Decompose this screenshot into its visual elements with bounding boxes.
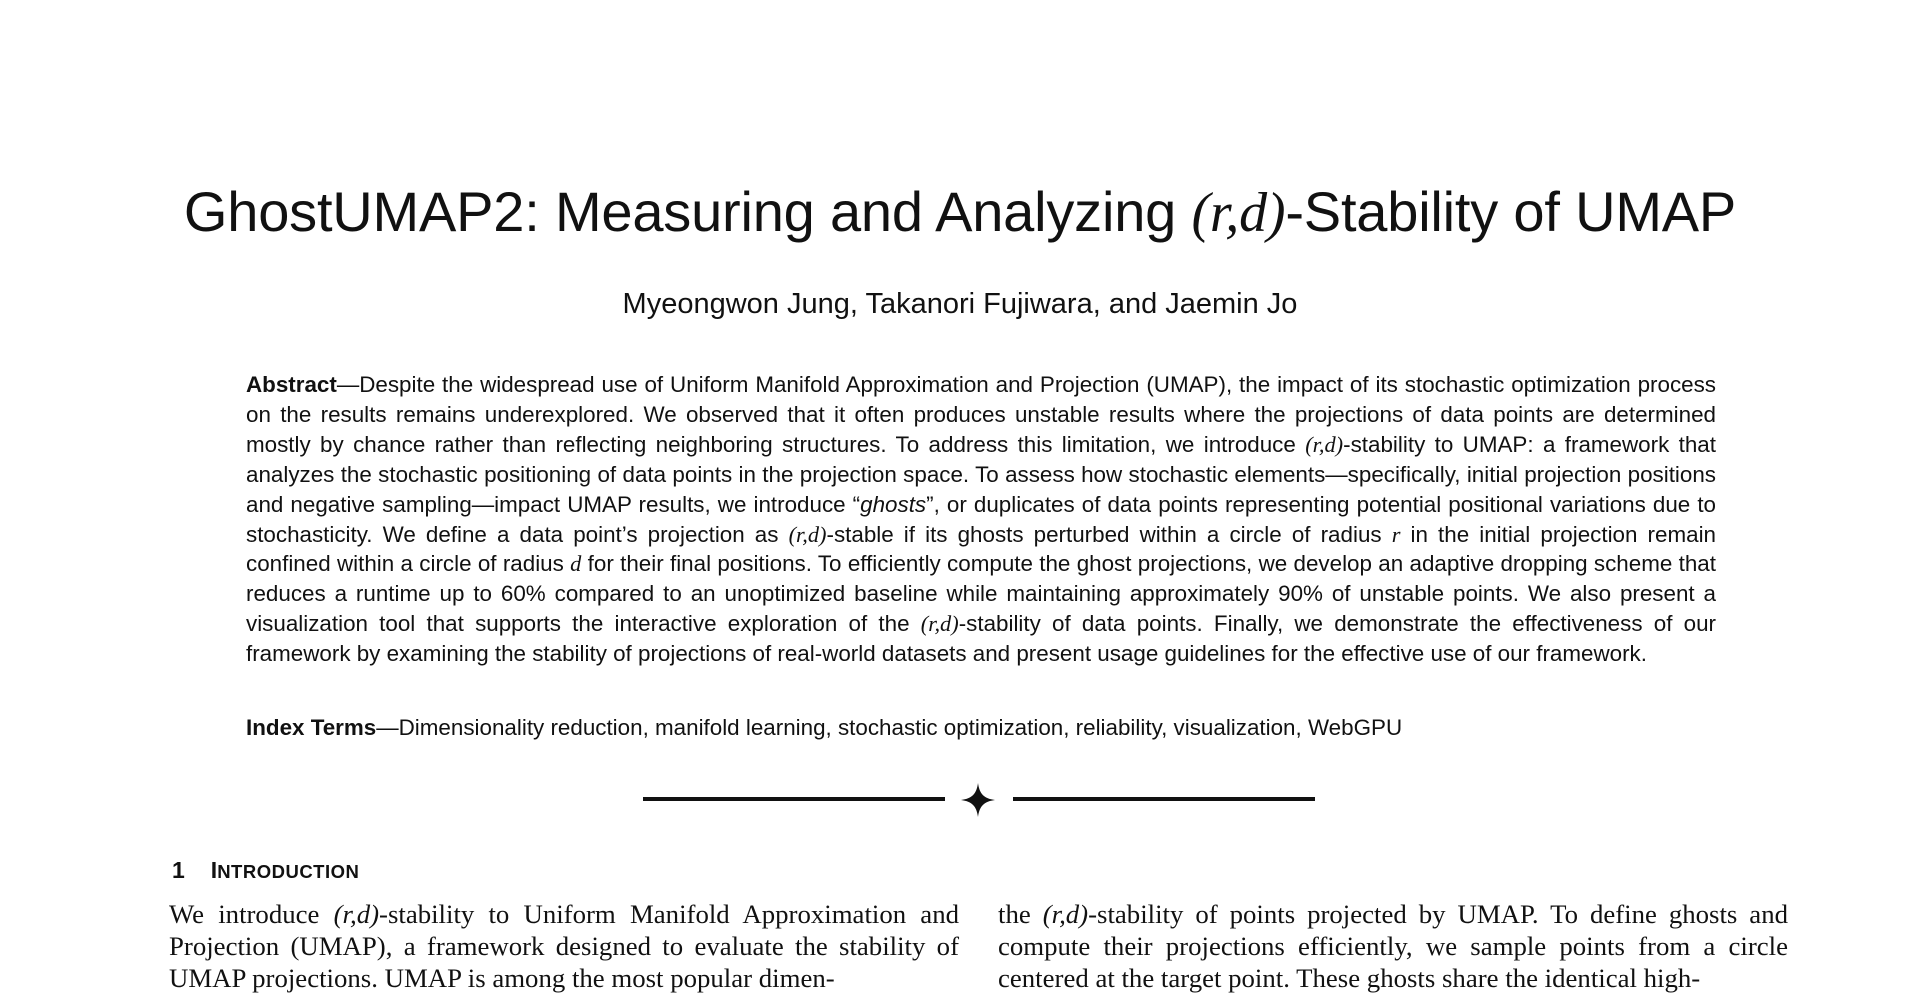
section-number: 1 (172, 857, 185, 883)
abstract-math-d: d (570, 551, 582, 577)
abstract (246, 370, 1716, 669)
abstract-text-7: -stability of data points. Finally, we demonstrate the effectiveness of our framework by examining the stability of projections of real-world datasets and present usage guidelines for the effective use of our framework. (246, 611, 1716, 667)
abstract-text-1: —Despite the widespread use of Uniform Manifold Approximation and Projection (UMAP), the impact of its stochastic optimization process on the results remains underexplored. We observed that it often produces unstable results where the projections of data points are determined mostly by chance rather than reflecting neighboring structures. To address this limitation, we introduce (246, 372, 1716, 457)
index-terms-text: —Dimensionality reduction, manifold learning, stochastic optimization, reliability, visualization, WebGPU (376, 715, 1403, 740)
paper-title (0, 178, 1920, 247)
intro-right-math: (r,d) (1042, 899, 1089, 929)
section-title-initial: I (210, 857, 218, 883)
index-terms-label: Index Terms (246, 715, 377, 740)
index-terms (246, 713, 1716, 743)
intro-left-math: (r,d) (333, 899, 380, 929)
diamond-star-icon (960, 782, 996, 818)
abstract-math-1: (r,d) (1305, 431, 1344, 457)
author-list: Myeongwon Jung, Takanori Fujiwara, and Jaemin Jo (622, 288, 1298, 320)
title-math-rd: (r,d) (1191, 182, 1286, 244)
abstract-text-5: in the initial projection remain confined within a circle of radius (246, 521, 1716, 577)
abstract-math-r: r (1391, 521, 1401, 547)
divider-rule-left (643, 797, 945, 801)
intro-right-text-2: -stability of points projected by UMAP. To define ghosts and compute their projections efficiently, we sample points from a circle centered at the target point. These ghosts share the identical high- (998, 899, 1788, 993)
section-heading-introduction (172, 856, 359, 886)
divider-rule-right (1013, 797, 1315, 801)
abstract-math-3: (r,d) (920, 611, 959, 637)
abstract-text-4: -stable if its ghosts perturbed within a circle of radius (826, 521, 1392, 547)
section-divider (0, 782, 1920, 818)
intro-right-text-1: the (998, 899, 1043, 929)
intro-left-text-1: We introduce (169, 899, 334, 929)
title-text-prefix: GhostUMAP2: Measuring and Analyzing (183, 180, 1192, 243)
abstract-label: Abstract (246, 372, 337, 397)
section-title-rest: NTRODUCTION (217, 861, 360, 882)
title-text-suffix: -Stability of UMAP (1285, 180, 1737, 243)
abstract-text-3: ”, or duplicates of data points representing potential positional variations due to stochasticity. We define a data point’s projection as (246, 491, 1716, 547)
abstract-text-6: for their final positions. To efficiently compute the ghost projections, we develop an adaptive dropping scheme that reduces a runtime up to 60% compared to an unoptimized baseline while maintaining approximately 90% of unstable points. We also present a visualization tool that supports the interactive exploration of the (246, 551, 1716, 637)
intro-left-text-2: -stability to Uniform Manifold Approximation and Projection (UMAP), a framework designed to evaluate the stability of UMAP projections. UMAP is among the most popular dimen- (169, 899, 959, 993)
intro-column-right (998, 898, 1788, 994)
abstract-ghosts-term: ghosts (860, 491, 927, 517)
abstract-text-2: -stability to UMAP: a framework that analyzes the stochastic positioning of data points in the projection space. To assess how stochastic elements—specifically, initial projection positions and negative sampling—impact UMAP results, we introduce “ (246, 431, 1716, 517)
intro-column-left (169, 898, 959, 994)
abstract-math-2: (r,d) (788, 521, 827, 547)
